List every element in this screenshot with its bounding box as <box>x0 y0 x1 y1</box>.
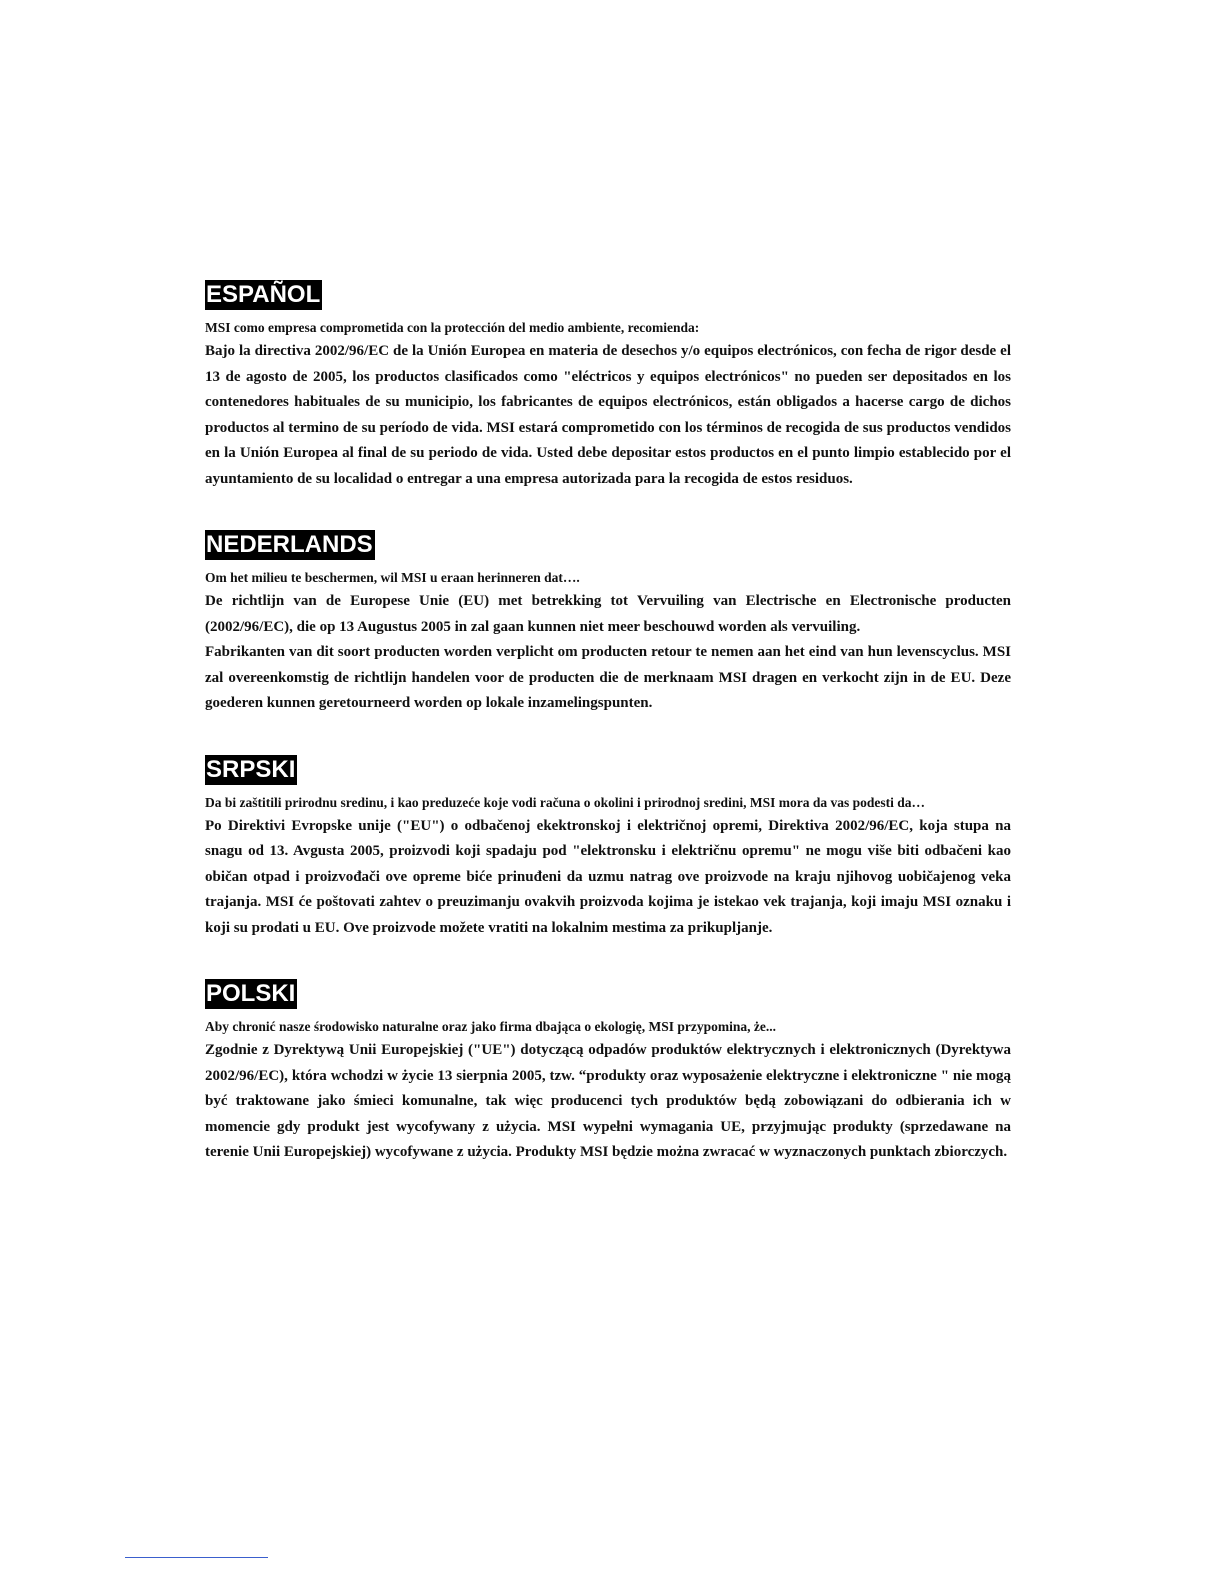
section-polski <box>205 979 1011 1166</box>
section-espanol <box>205 280 1011 492</box>
section-paragraph: Fabrikanten van dit soort producten worden verplicht om producten retour te nemen aan het eind van hun levenscyclus. MSI zal overeenkomstig de richtlijn handelen voor de producten die de merknaam MSI dragen en verkocht zijn in de EU. Deze goederen kunnen geretourneerd worden op lokale inzamelingspunten. <box>205 644 1011 711</box>
section-intro: MSI como empresa comprometida con la protección del medio ambiente, recomienda: <box>205 320 700 335</box>
section-intro: Da bi zaštitili prirodnu sredinu, i kao preduzeće koje vodi računa o okolini i prirodnoj sredini, MSI mora da vas podesti da… <box>205 794 925 810</box>
section-intro: Om het milieu te beschermen, wil MSI u eraan herinneren dat…. <box>205 570 580 585</box>
section-heading: POLSKI <box>206 980 296 1007</box>
document-page <box>205 280 1011 1204</box>
section-nederlands <box>205 530 1011 717</box>
section-intro: Aby chronić nasze środowisko naturalne oraz jako firma dbająca o ekologię, MSI przypomina, że... <box>205 1019 776 1034</box>
section-paragraph: Po Direktivi Evropske unije ("EU") o odbačenoj ekektronskoj i električnoj opremi, Direktiva 2002/96/EC, koja stupa na snagu od 13. Avgusta 2005, proizvodi koji spadaju pod "elektronsku i električnu opremu" ne mogu više biti odbačeni kao običan otpad i proizvođači ove opreme biće prinuđeni da uzmu natrag ove proizvode na kraju njihovog uobičajenog veka trajanja. MSI će poštovati zahtev o preuzimanju ovakvih proizvoda kojima je istekao vek trajanja, koji imaju MSI oznaku i koji su prodati u EU. Ove proizvode možete vratiti na lokalnim mestima za prikupljanje. <box>205 817 1011 936</box>
section-heading: SRPSKI <box>206 755 296 783</box>
section-heading: NEDERLANDS <box>206 531 373 558</box>
section-paragraph: Bajo la directiva 2002/96/EC de la Unión Europea en materia de desechos y/o equipos electrónicos, con fecha de rigor desde el 13 de agosto de 2005, los productos clasificados como "eléctricos y equipos electrónicos" no pueden ser depositados en los contenedores habituales de su municipio, los fabricantes de equipos electrónicos, están obligados a hacerse cargo de dichos productos al termino de su período de vida. MSI estará comprometido con los términos de recogida de sus productos vendidos en la Unión Europea al final de su periodo de vida. Usted debe depositar estos productos en el punto limpio establecido por el ayuntamiento de su localidad o entregar a una empresa autorizada para la recogida de estos residuos. <box>205 343 1011 487</box>
section-paragraph: De richtlijn van de Europese Unie (EU) met betrekking tot Vervuiling van Electrische en Electronische producten (2002/96/EC), die op 13 Augustus 2005 in zal gaan kunnen niet meer beschouwd worden als vervuiling. <box>205 593 1011 635</box>
section-paragraph: Zgodnie z Dyrektywą Unii Europejskiej ("UE") dotyczącą odpadów produktów elektrycznych i elektronicznych (Dyrektywa 2002/96/EC), która wchodzi w życie 13 sierpnia 2005, tzw. “produkty oraz wyposażenie elektryczne i elektroniczne " nie mogą być traktowane jako śmieci komunalne, tak więc producenci tych produktów będą zobowiązani do odbierania ich w momencie gdy produkt jest wycofywany z użycia. MSI wypełni wymagania UE, przyjmując produkty (sprzedawane na terenie Unii Europejskiej) wycofywane z użycia. Produkty MSI będzie można zwracać w wyznaczonych punktach zbiorczych. <box>205 1042 1011 1160</box>
section-srpski <box>205 755 1011 942</box>
footnote-divider <box>125 1557 268 1558</box>
section-heading: ESPAÑOL <box>206 281 321 308</box>
